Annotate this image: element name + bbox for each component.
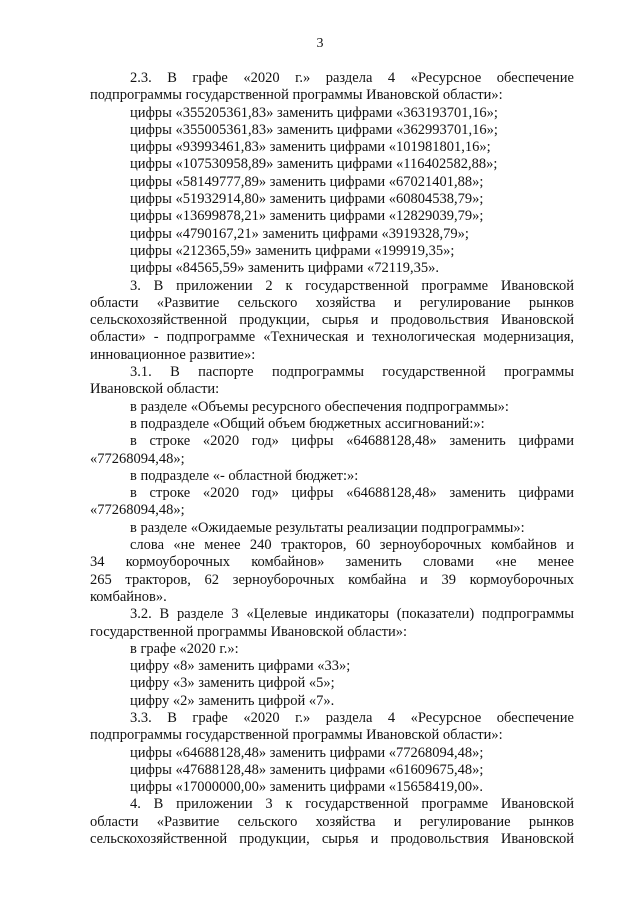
- text-line: сельскохозяйственной продукции, сырья и продовольствия Ивановской: [90, 312, 574, 329]
- text-line: цифру «3» заменить цифрой «5»;: [130, 675, 335, 692]
- text-line: цифры «355205361,83» заменить цифрами «363193701,16»;: [130, 104, 498, 121]
- text-line: 2.3. В графе «2020 г.» раздела 4 «Ресурсное обеспечение: [130, 70, 574, 86]
- text-line: в строке «2020 год» цифры «64688128,48» заменить цифрами: [130, 433, 574, 450]
- text-line: области «Развитие сельского хозяйства и регулирование рынков: [90, 294, 574, 311]
- text-line: подпрограммы государственной программы Ивановской области»:: [90, 87, 503, 104]
- text-line: 265 тракторов, 62 зерноуборочных комбайна и 39 кормоуборочных: [90, 571, 574, 588]
- text-line: цифры «47688128,48» заменить цифрами «61609675,48»;: [130, 761, 484, 778]
- text-line: цифры «51932914,80» заменить цифрами «60804538,79»;: [130, 191, 484, 208]
- text-line: в разделе «Ожидаемые результаты реализации подпрограммы»:: [130, 519, 525, 536]
- text-line: цифры «93993461,83» заменить цифрами «101981801,16»;: [130, 139, 491, 156]
- text-line: «77268094,48»;: [90, 450, 185, 467]
- text-line: цифры «84565,59» заменить цифрами «72119,35».: [130, 260, 440, 277]
- page-number: 3: [316, 36, 324, 51]
- text-line: 3.3. В графе «2020 г.» раздела 4 «Ресурсное обеспечение: [130, 709, 574, 726]
- text-line: государственной программы Ивановской области»:: [90, 623, 408, 640]
- text-line: комбайнов».: [90, 588, 167, 605]
- text-line: в подразделе «- областной бюджет:»:: [130, 467, 359, 484]
- text-line: 34 кормоуборочных комбайнов» заменить словами «не менее: [90, 554, 574, 571]
- text-line: в разделе «Объемы ресурсного обеспечения подпрограммы»:: [130, 398, 509, 415]
- text-line: подпрограммы государственной программы Ивановской области»:: [90, 727, 503, 744]
- text-line: цифры «107530958,89» заменить цифрами «116402582,88»;: [130, 156, 498, 173]
- text-line: 3.1. В паспорте подпрограммы государственной программы: [130, 364, 574, 381]
- text-line: 4. В приложении 3 к государственной программе Ивановской: [130, 796, 574, 813]
- text-line: цифру «2» заменить цифрой «7».: [130, 692, 335, 709]
- text-line: цифры «17000000,00» заменить цифрами «15658419,00».: [130, 779, 484, 796]
- text-line: слова «не менее 240 тракторов, 60 зерноуборочных комбайнов и: [130, 537, 574, 554]
- text-line: сельскохозяйственной продукции, сырья и продовольствия Ивановской: [90, 831, 574, 848]
- text-line: цифры «355005361,83» заменить цифрами «362993701,16»;: [130, 121, 498, 138]
- text-line: в строке «2020 год» цифры «64688128,48» заменить цифрами: [130, 485, 574, 502]
- text-line: цифры «58149777,89» заменить цифрами «67021401,88»;: [130, 173, 484, 190]
- text-line: цифры «4790167,21» заменить цифрами «3919328,79»;: [130, 225, 469, 242]
- text-line: цифры «13699878,21» заменить цифрами «12829039,79»;: [130, 208, 484, 225]
- text-line: цифры «212365,59» заменить цифрами «199919,35»;: [130, 242, 455, 259]
- text-line: Ивановской области:: [90, 381, 220, 398]
- text-line: инновационное развитие»:: [90, 346, 256, 363]
- text-line: 3. В приложении 2 к государственной программе Ивановской: [130, 277, 574, 294]
- text-line: цифры «64688128,48» заменить цифрами «77268094,48»;: [130, 744, 484, 761]
- text-line: в подразделе «Общий объем бюджетных ассигнований:»:: [130, 415, 485, 432]
- text-line: «77268094,48»;: [90, 502, 185, 519]
- text-line: 3.2. В разделе 3 «Целевые индикаторы (показатели) подпрограммы: [130, 606, 574, 623]
- text-line: области» - подпрограмме «Техническая и технологическая модернизация,: [90, 329, 574, 346]
- text-line: области «Развитие сельского хозяйства и регулирование рынков: [90, 813, 574, 830]
- text-line: в графе «2020 г.»:: [130, 640, 239, 657]
- text-line: цифру «8» заменить цифрами «33»;: [130, 658, 351, 675]
- document-body: [90, 70, 574, 848]
